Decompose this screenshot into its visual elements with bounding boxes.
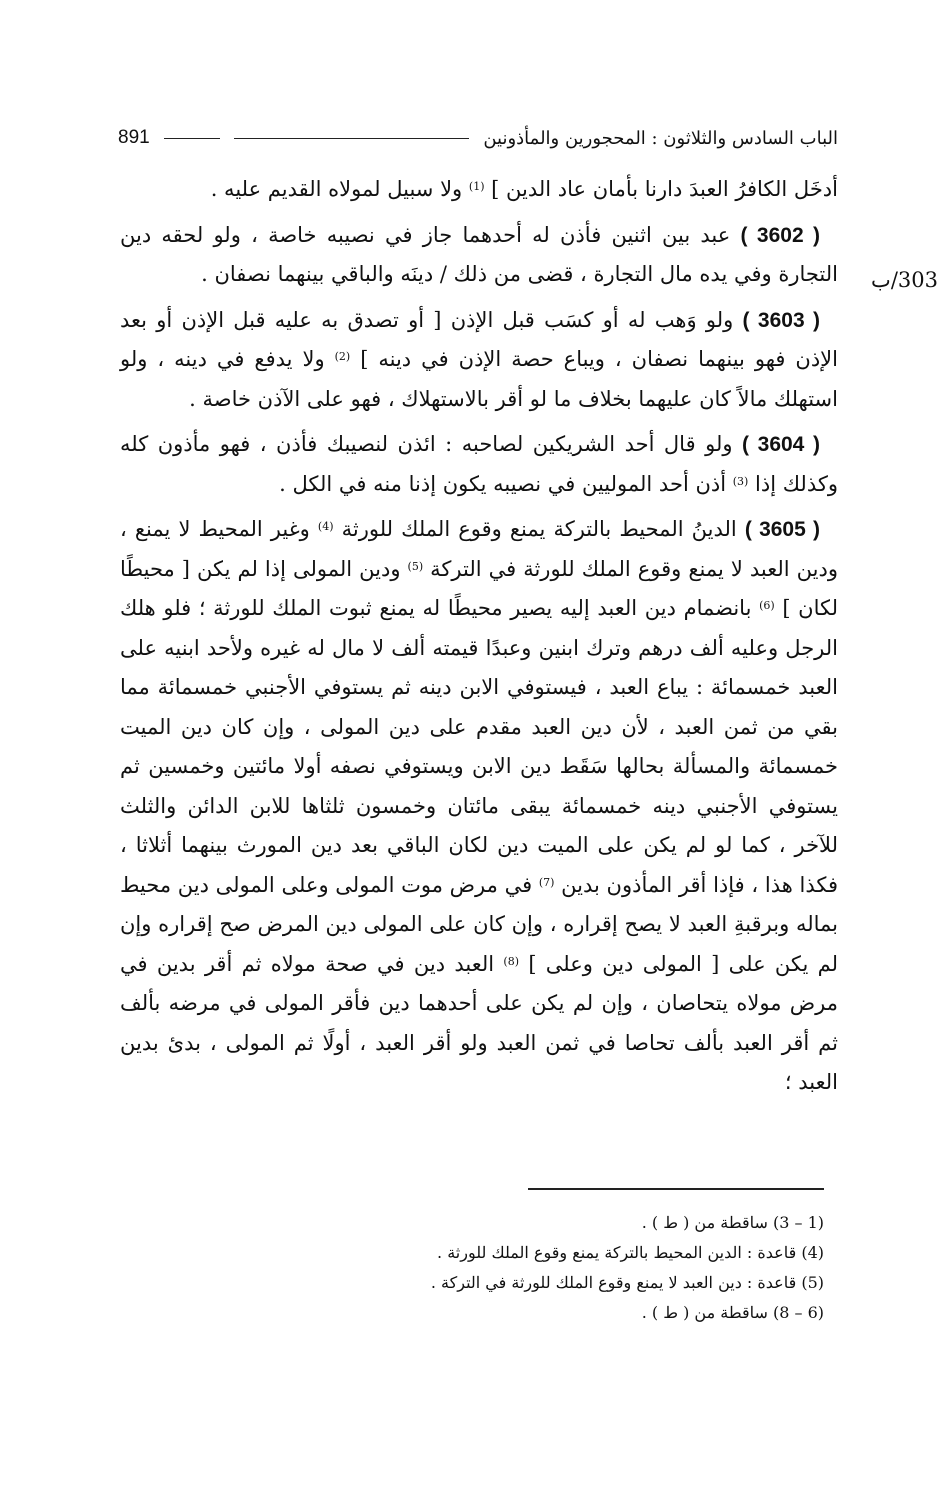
manuscript-folio-note: 303/ب	[871, 268, 938, 292]
header-rule-short	[164, 138, 220, 139]
paragraph-continued	[120, 170, 838, 210]
footnote-ref: (8)	[503, 954, 519, 968]
footnote-ref: (2)	[334, 350, 351, 363]
text-run: ولا سبيل لمولاه القديم عليه .	[210, 177, 463, 201]
footnote-item: (6 – 8) ساقطة من ( ط ) .	[641, 1303, 824, 1322]
page-number: 891	[118, 127, 150, 148]
paragraph-3602	[120, 216, 838, 295]
paragraph-3604	[120, 425, 838, 504]
text-run: في مرض موت المولى وعلى المولى دين محيط بماله وبرقبةِ العبد لا يصح إقراره ، وإن كان على المولى دين المرض صح إقراره وإن لم يكن على [ المولى دين وعلى ]	[120, 872, 839, 976]
footnote-item: (4) قاعدة : الدين المحيط بالتركة يمنع وقوع الملك للورثة .	[437, 1243, 824, 1262]
text-run: وغير المحيط لا يمنع ، ودين العبد لا يمنع وقوع الملك للورثة في التركة	[120, 517, 838, 581]
footnote-ref: (5)	[407, 559, 424, 573]
footnote-ref: (3)	[732, 474, 749, 488]
text-run: الدينُ المحيط بالتركة يمنع وقوع الملك للورثة	[341, 517, 737, 541]
footnotes	[106, 1208, 824, 1328]
main-text	[120, 170, 838, 1103]
issue-number: ( 3602 )	[740, 223, 821, 247]
paragraph-3603	[120, 301, 838, 420]
footnote-ref: (6)	[759, 599, 775, 612]
footnote-item: (5) قاعدة : دين العبد لا يمنع وقوع الملك للورثة في التركة .	[430, 1273, 824, 1292]
header-rule-long	[234, 138, 470, 139]
text-run: العبد دين في صحة مولاه ثم أقر بدين في مرض مولاه يتحاصان ، وإن لم يكن على أحدهما دين فأقر المولى في مرضه بألف ثم أقر العبد بألف تحاصا في ثمن العبد ولو أقر العبد ، أولًا ثم المولى ، بدئ بدين العبد ؛	[120, 951, 838, 1094]
issue-number: ( 3603 )	[742, 308, 821, 332]
text-run: أدخَل الكافرُ العبدَ دارنا بأمان عاد الدين ]	[491, 177, 838, 201]
issue-number: ( 3604 )	[742, 433, 820, 456]
text-run: أذن أحد الموليين في نصيبه يكون إذنا منه في الكل .	[279, 471, 727, 496]
text-run: ودين المولى إذا لم يكن [ محيطًا لكان ]	[120, 556, 838, 620]
running-header	[118, 118, 838, 158]
text-run: ولو قال أحد الشريكين لصاحبه : ائذن لنصيبك فأذن ، فهو مأذون كله وكذلك إذا	[120, 432, 838, 496]
footnote-ref: (4)	[317, 520, 334, 533]
footnote-ref: (1)	[468, 180, 485, 193]
paragraph-3605	[120, 510, 838, 1103]
text-run: عبد بين اثنين فأذن له أحدهما جاز في نصيبه خاصة ، ولو لحقه دين التجارة وفي يده مال التجارة ، قضى من ذلك / دينَه والباقي بينهما نصفان .	[120, 222, 838, 286]
footnote-separator	[528, 1188, 824, 1190]
running-title: الباب السادس والثلاثون : المحجورين والمأذونين	[483, 127, 838, 149]
footnote-item: (1 – 3) ساقطة من ( ط ) .	[641, 1213, 824, 1232]
text-run: ولا يدفع في دينه ، ولو استهلك مالاً كان عليهما بخلاف ما لو أقر بالاستهلاك ، فهو على الآذن خاصة .	[120, 347, 838, 411]
text-run: بانضمام دين العبد إليه يصير محيطًا له يمنع ثبوت الملك للورثة ؛ فلو هلك الرجل وعليه ألف درهم وترك ابنين وعبدًا قيمته ألف لا مال له غيره ولأحد ابنيه على العبد خمسمائة : يباع العبد ، فيستوفي الابن دينه ثم يستوفي الأجنبي خمسمائة مما بقي من ثمن العبد ، لأن دين العبد مقدم على دين المولى ، وإن كان دين الميت خمسمائة والمسألة بحالها سَقَط دين الابن ويستوفي نصفه أولا مائتين وخمسين ثم يستوفي الأجنبي دينه خمسمائة يبقى مائتان وخمسون ثلثاها للابن الدائن والثلث للآخر ، كما لو لم يكن على الميت دين لكان الباقي بعد دين المورث بينهما أثلاثا ، فكذا هذا ، فإذا أقر المأذون بدين	[120, 596, 838, 897]
text-run: ولو وَهب له أو كسَب قبل الإذن [ أو تصدق به عليه قبل الإذن أو بعد الإذن فهو بينهما نصفان ، ويباع حصة الإذن في دينه ]	[120, 307, 838, 371]
issue-number: ( 3605 )	[744, 518, 821, 541]
footnote-ref: (7)	[538, 875, 555, 889]
